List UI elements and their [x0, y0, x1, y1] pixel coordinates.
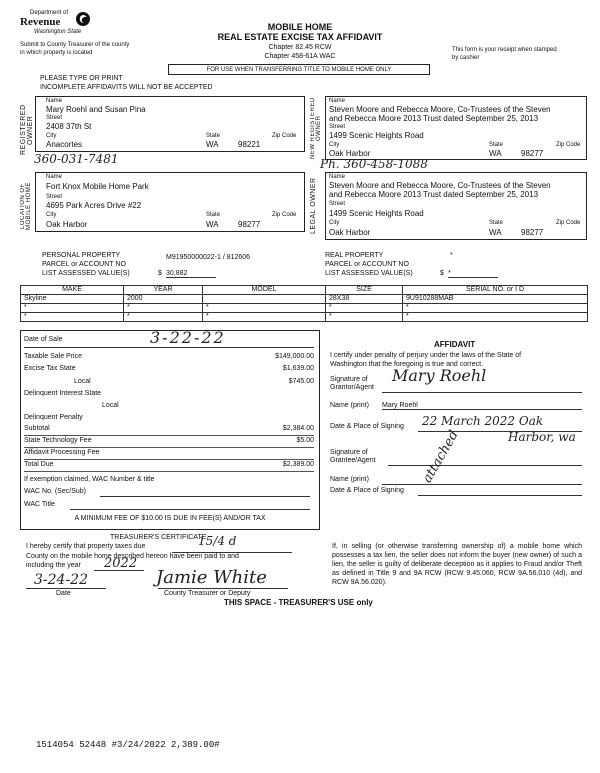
- street-label: Street: [329, 201, 346, 207]
- new-owner-label: NEW REGISTERED OWNER: [310, 97, 322, 159]
- cell-model[interactable]: *: [203, 313, 326, 322]
- registered-owner-street[interactable]: 2408 37th St: [46, 122, 92, 131]
- city-label: City: [329, 142, 340, 148]
- cell-size[interactable]: 28X38: [326, 295, 403, 304]
- treasurer-date-label: Date: [56, 590, 71, 597]
- location-label: LOCATION OF MOBILE HOME: [20, 182, 32, 230]
- grantor-signature-line[interactable]: [382, 392, 582, 393]
- location-street[interactable]: 4695 Park Acres Drive #22: [46, 201, 142, 210]
- zip-label: Zip Code: [556, 142, 581, 148]
- submit-note-2: in which property is located: [20, 50, 93, 56]
- subtotal-row: [24, 424, 314, 436]
- grantee-name-line[interactable]: [382, 484, 582, 485]
- table-row: [21, 313, 588, 322]
- grantee-date-place-label: Date & Place of Signing: [330, 487, 404, 494]
- grantor-date-place-1: 22 March 2022 Oak: [422, 414, 544, 428]
- logo-line3: Washington State: [34, 29, 82, 35]
- dollar-sign: $: [158, 270, 162, 277]
- header-make: MAKE: [21, 286, 124, 295]
- treasurer-signature-line[interactable]: [158, 588, 288, 589]
- city-label: City: [46, 212, 57, 218]
- form-title-2: REAL ESTATE EXCISE TAX AFFIDAVIT: [217, 32, 383, 42]
- grantee-sig-label-2: Grantee/Agent: [330, 457, 376, 464]
- tech-fee[interactable]: $5.00: [296, 437, 314, 444]
- treasurer-signature: Jamie White: [156, 567, 267, 588]
- logo-line2: Revenue: [20, 16, 61, 28]
- zip-label: Zip Code: [272, 133, 297, 139]
- grantee-attached: attached: [420, 428, 462, 486]
- mobile-home-table: [20, 285, 588, 322]
- parcel-label: PARCEL or ACCOUNT NO: [42, 261, 126, 268]
- personal-assessed-value[interactable]: 30,882: [166, 270, 216, 278]
- legal-owner-name-1[interactable]: Steven Moore and Rebecca Moore, Co-Trustees of the Steven: [329, 181, 551, 190]
- affidavit-statement-2: Washington that the foregoing is true and correct.: [330, 361, 484, 368]
- new-owner-phone: Ph. 360-458-1088: [320, 157, 428, 171]
- please-type: PLEASE TYPE OR PRINT: [40, 75, 123, 82]
- new-owner-state[interactable]: WA: [489, 149, 502, 158]
- total-label: Total Due: [24, 461, 54, 468]
- taxable-sale-price[interactable]: $149,000.00: [275, 353, 314, 360]
- new-owner-street[interactable]: 1499 Scenic Heights Road: [329, 131, 424, 140]
- wac-no-field[interactable]: [100, 496, 310, 497]
- total-due[interactable]: $2,389.00: [282, 461, 314, 468]
- grantor-sig-label-1: Signature of: [330, 376, 368, 383]
- delinquent-interest-row: [24, 389, 314, 400]
- date-line[interactable]: [26, 588, 106, 589]
- date-of-sale-label: Date of Sale: [24, 336, 63, 343]
- lien-notice: If, in selling (or otherwise transferring ownership of) a mobile home which possesses a tax lien, the seller does not inform the buyer (new owner) of such a lien, the seller is guilty of deliberate deception as it applies to Fraud and/or Theft as defined in Title 9 and 9A RCW (RCW 9.45.060, RCW 9A.56.010 (4d), and RCW 9A.56.020).: [332, 543, 582, 586]
- personal-account-no[interactable]: M91950000022-1 / 812606: [166, 254, 251, 261]
- grantee-name-label: Name (print): [330, 476, 369, 483]
- tech-fee-label: State Technology Fee: [24, 437, 92, 444]
- dollar-sign: $: [440, 270, 444, 277]
- min-fee-note: A MINIMUM FEE OF $10.00 IS DUE IN FEE(S) AND/OR TAX: [74, 515, 266, 522]
- excise-local-row: [24, 377, 314, 388]
- location-zip[interactable]: 98277: [238, 220, 261, 229]
- excise-state[interactable]: $1,639.00: [282, 365, 314, 372]
- taxable-sale-price-row: [24, 352, 314, 363]
- legal-owner-state[interactable]: WA: [489, 228, 502, 237]
- grantor-name-label: Name (print): [330, 402, 369, 409]
- treasurer-cert-2: County on the mobile home described hereon have been paid to and: [26, 553, 239, 560]
- name-label: Name: [329, 98, 346, 104]
- new-owner-city[interactable]: Oak Harbor: [329, 149, 371, 158]
- header-size: SIZE: [326, 286, 403, 295]
- state-label: State: [489, 220, 504, 226]
- affidavit-fee-label: Affidavit Processing Fee: [24, 449, 100, 456]
- treasurer-title: TREASURER'S CERTIFICATE: [110, 534, 207, 541]
- treasurer-cert-3: including the year: [26, 562, 81, 569]
- receipt-stamp: 1514054 52448 #3/24/2022 2,389.00#: [36, 740, 220, 750]
- grantor-date-place-2: Harbor, wa: [508, 430, 576, 444]
- personal-property-label: PERSONAL PROPERTY: [42, 252, 121, 259]
- state-label: State: [206, 133, 221, 139]
- legal-owner-name-2[interactable]: and Rebecca Moore 2013 Trust dated September 25, 2013: [329, 190, 539, 199]
- grantee-date-place-line[interactable]: [418, 495, 582, 496]
- legal-owner-label: LEGAL OWNER: [310, 177, 317, 235]
- assessed-label: LIST ASSESSED VALUE(S): [42, 270, 130, 277]
- legal-owner-city[interactable]: Oak Harbor: [329, 228, 371, 237]
- table-row: [21, 304, 588, 313]
- receipt-note-1: This form is your receipt when stamped: [452, 47, 557, 53]
- treasurer-signer-label: County Treasurer or Deputy: [164, 590, 251, 597]
- incomplete-note: INCOMPLETE AFFIDAVITS WILL NOT BE ACCEPTED: [40, 84, 213, 91]
- cell-serial[interactable]: *: [403, 304, 588, 313]
- cell-year[interactable]: *: [124, 313, 203, 322]
- state-label: State: [489, 142, 504, 148]
- real-assessed-value[interactable]: *: [448, 270, 498, 278]
- excise-state-row: [24, 364, 314, 375]
- affidavit-fee-row: [24, 448, 314, 460]
- new-owner-name-1[interactable]: Steven Moore and Rebecca Moore, Co-Trustees of the Steven: [329, 105, 551, 114]
- registered-owner-box: [35, 96, 305, 152]
- new-owner-zip[interactable]: 98277: [521, 149, 544, 158]
- date-of-sale[interactable]: 3-22-22: [150, 328, 226, 347]
- grantee-signature-line[interactable]: [388, 465, 582, 466]
- new-owner-box: [325, 96, 587, 160]
- cell-make[interactable]: *: [21, 304, 124, 313]
- cell-model[interactable]: *: [203, 304, 326, 313]
- cell-model[interactable]: [203, 295, 326, 304]
- street-label: Street: [329, 124, 346, 130]
- delinquent-penalty-label: Delinquent Penalty: [24, 414, 83, 421]
- registered-owner-label: REGISTERED OWNER: [20, 104, 34, 156]
- treasurer-cert-1: I hereby certify that property taxes due: [26, 543, 146, 550]
- subtotal-label: Subtotal: [24, 425, 50, 432]
- name-label: Name: [46, 174, 63, 180]
- street-label: Street: [46, 115, 63, 121]
- delinquent-interest-label: Delinquent Interest State: [24, 390, 102, 397]
- form-title-1: MOBILE HOME: [267, 22, 333, 32]
- excise-local[interactable]: $745.00: [288, 378, 314, 385]
- submit-note-1: Submit to County Treasurer of the county: [20, 42, 130, 48]
- affidavit-statement-1: I certify under penalty of perjury under the laws of the State of: [330, 352, 522, 359]
- grantor-signature: Mary Roehl: [392, 366, 487, 385]
- use-banner: FOR USE WHEN TRANSFERRING TITLE TO MOBILE HOME ONLY: [168, 64, 430, 75]
- table-row: [21, 295, 588, 304]
- tech-fee-row: [24, 436, 314, 448]
- legal-owner-box: [325, 172, 587, 240]
- delinquent-local-label: Local: [102, 402, 119, 409]
- wac-title-label: WAC Title: [24, 501, 55, 508]
- new-owner-name-2[interactable]: and Rebecca Moore 2013 Trust dated September 25, 2013: [329, 114, 539, 123]
- grantee-sig-label-1: Signature of: [330, 449, 368, 456]
- cell-serial[interactable]: 9U910288MAB: [403, 295, 588, 304]
- cell-year[interactable]: 2000: [124, 295, 203, 304]
- total-row: [24, 460, 314, 472]
- affidavit-title: AFFIDAVIT: [434, 340, 476, 349]
- chapter-2: Chapter 458-61A WAC: [264, 53, 336, 60]
- taxable-sale-price-label: Taxable Sale Price: [24, 353, 82, 360]
- treasurer-space-note: THIS SPACE - TREASURER'S USE only: [224, 598, 373, 607]
- treasurer-date: 3-24-22: [34, 572, 88, 588]
- subtotal[interactable]: $2,384.00: [282, 425, 314, 432]
- zip-label: Zip Code: [556, 220, 581, 226]
- registered-owner-phone: 360-031-7481: [34, 152, 119, 166]
- zip-label: Zip Code: [272, 212, 297, 218]
- assessed-label: LIST ASSESSED VALUE(S): [325, 270, 413, 277]
- city-label: City: [46, 133, 57, 139]
- delinquent-penalty-row: [24, 413, 314, 424]
- cell-size[interactable]: *: [326, 304, 403, 313]
- real-account-no[interactable]: *: [450, 252, 453, 259]
- treasurer-cert-value: 15/4 d: [198, 534, 237, 548]
- location-state[interactable]: WA: [206, 220, 219, 229]
- cell-size[interactable]: *: [326, 313, 403, 322]
- real-property-label: REAL PROPERTY: [325, 252, 384, 259]
- excise-local-label: Local: [74, 378, 91, 385]
- cell-make[interactable]: Skyline: [21, 295, 124, 304]
- registered-owner-name[interactable]: Mary Roehl and Susan Pina: [46, 105, 146, 114]
- grantor-sig-label-2: Grantor/Agent: [330, 384, 374, 391]
- header-year: YEAR: [124, 286, 203, 295]
- location-name[interactable]: Fort Knox Mobile Home Park: [46, 182, 149, 191]
- header-model: MODEL: [203, 286, 326, 295]
- name-label: Name: [46, 98, 63, 104]
- chapter-1: Chapter 82.45 RCW: [268, 44, 332, 51]
- delinquent-local-row: [24, 401, 314, 412]
- wac-title-field[interactable]: [70, 509, 310, 510]
- state-label: State: [206, 212, 221, 218]
- location-box: [35, 172, 305, 232]
- registered-owner-state[interactable]: WA: [206, 140, 219, 149]
- cell-year[interactable]: *: [124, 304, 203, 313]
- receipt-note-2: by cashier: [452, 55, 480, 61]
- registered-owner-city[interactable]: Anacortes: [46, 140, 83, 149]
- parcel-label: PARCEL or ACCOUNT NO: [325, 261, 409, 268]
- divider: [24, 347, 314, 348]
- exemption-label: If exemption claimed, WAC Number & title: [24, 476, 155, 483]
- cell-serial[interactable]: *: [403, 313, 588, 322]
- grantor-name-print[interactable]: Mary Roehl: [382, 402, 582, 410]
- name-label: Name: [329, 174, 346, 180]
- wac-no-label: WAC No. (Sec/Sub): [24, 488, 86, 495]
- registered-owner-zip[interactable]: 98221: [238, 140, 261, 149]
- logo-line1: Department of: [30, 10, 69, 16]
- excise-state-label: Excise Tax State: [24, 365, 76, 372]
- grantor-date-place-label: Date & Place of Signing: [330, 423, 404, 430]
- legal-owner-street[interactable]: 1499 Scenic Heights Road: [329, 209, 424, 218]
- location-city[interactable]: Oak Harbor: [46, 220, 88, 229]
- city-label: City: [329, 220, 340, 226]
- cell-make[interactable]: *: [21, 313, 124, 322]
- street-label: Street: [46, 194, 63, 200]
- treasurer-year: 2022: [104, 556, 138, 571]
- legal-owner-zip[interactable]: 98277: [521, 228, 544, 237]
- header-serial: SERIAL NO. or I D: [403, 286, 588, 295]
